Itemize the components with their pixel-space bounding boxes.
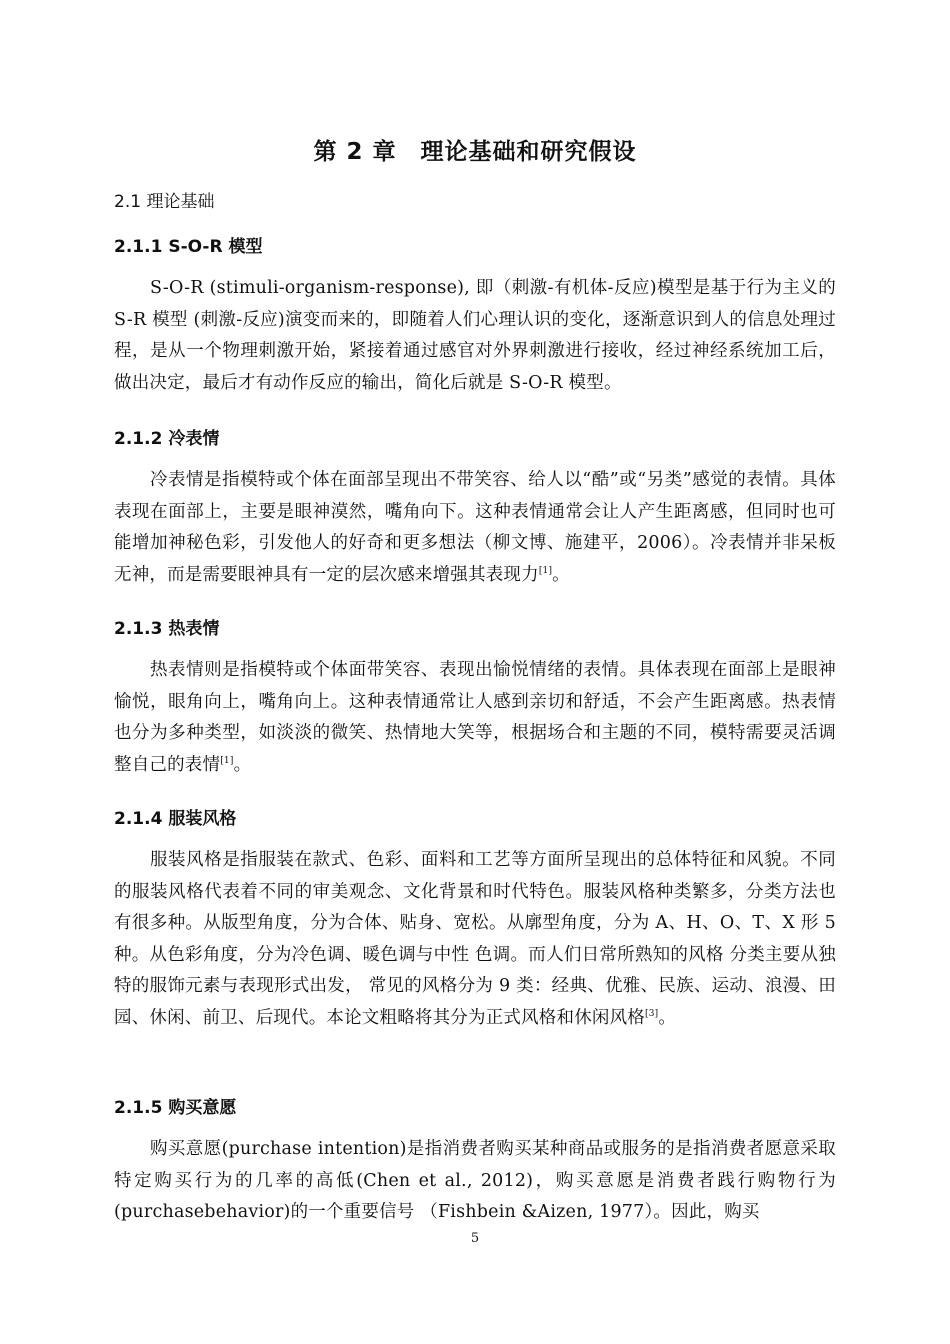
- citation-ref: [3]: [645, 1008, 659, 1019]
- paragraph-warm-expression: [114, 655, 836, 781]
- paragraph-cold-expression: [114, 465, 836, 591]
- paragraph-text: 购买意愿(purchase intention)是指消费者购买某种商品或服务的是指消费者愿意采取特定购买行为的几率的高低(Chen et al., 2012)，购买意愿是消费者践行购物行为(purchasebehavior)的一个重要信号 （Fishbein &Aizen, 1977）。因此，购买: [114, 1139, 836, 1222]
- citation-ref: [1]: [538, 565, 553, 576]
- paragraph-clothing-style: [114, 845, 836, 1034]
- paragraph-text: 服装风格是指服装在款式、色彩、面料和工艺等方面所呈现出的总体特征和风貌。不同的服装风格代表着不同的审美观念、文化背景和时代特色。服装风格种类繁多，分类方法也有很多种。从版型角度，分为合体、贴身、宽松。从廓型角度，分为 A、H、O、T、X 形 5 种。从色彩角度，分为冷色调、暖色调与中性 色调。而人们日常所熟知的风格 分类主要从独特的服饰元素与表现形式出发， 常见的风格分为 9 类：经典、优雅、民族、运动、浪漫、田园、休闲、前卫、后现代。本论文粗略将其分为正式风格和休闲风格: [114, 850, 836, 1028]
- citation-ref: [1]: [220, 755, 234, 766]
- subsection-heading-cold-expression: 2.1.2 冷表情: [114, 429, 220, 449]
- page-number: 5: [470, 1231, 480, 1246]
- paragraph-sor: [114, 273, 836, 399]
- paragraph-text: S-O-R (stimuli-organism-response), 即（刺激-有机体-反应)模型是基于行为主义的 S-R 模型 (刺激-反应)演变而来的，即随着人们心理认识的变化，逐渐意识到人的信息处理过程，是从一个物理刺激开始，紧接着通过感官对外界刺激进行接收，经过神经系统加工后，做出决定，最后才有动作反应的输出，简化后就是 S-O-R 模型。: [114, 278, 836, 393]
- paragraph-text: 冷表情是指模特或个体在面部呈现出不带笑容、给人以“酷”或“另类”感觉的表情。具体表现在面部上，主要是眼神漠然，嘴角向下。这种表情通常会让人产生距离感，但同时也可能增加神秘色彩，引发他人的好奇和更多想法（柳文博、施建平，2006）。冷表情并非呆板无神，而是需要眼神具有一定的层次感来增强其表现力: [114, 470, 836, 585]
- subsection-heading-clothing-style: 2.1.4 服装风格: [114, 809, 237, 829]
- paragraph-text: 热表情则是指模特或个体面带笑容、表现出愉悦情绪的表情。具体表现在面部上是眼神愉悦，眼角向上，嘴角向上。这种表情通常让人感到亲切和舒适，不会产生距离感。热表情也分为多种类型，如淡淡的微笑、热情地大笑等，根据场合和主题的不同，模特需要灵活调整自己的表情: [114, 660, 836, 775]
- subsection-heading-warm-expression: 2.1.3 热表情: [114, 619, 220, 639]
- paragraph-tail: 。: [233, 754, 252, 775]
- subsection-heading-sor: 2.1.1 S-O-R 模型: [114, 237, 263, 257]
- section-heading: 2.1 理论基础: [114, 192, 215, 212]
- subsection-heading-purchase-intention: 2.1.5 购买意愿: [114, 1098, 237, 1118]
- paragraph-tail: 。: [552, 564, 570, 585]
- paragraph-tail: 。: [658, 1007, 677, 1028]
- paragraph-purchase-intention: [114, 1134, 836, 1229]
- chapter-title: 第 2 章 理论基础和研究假设: [313, 139, 637, 165]
